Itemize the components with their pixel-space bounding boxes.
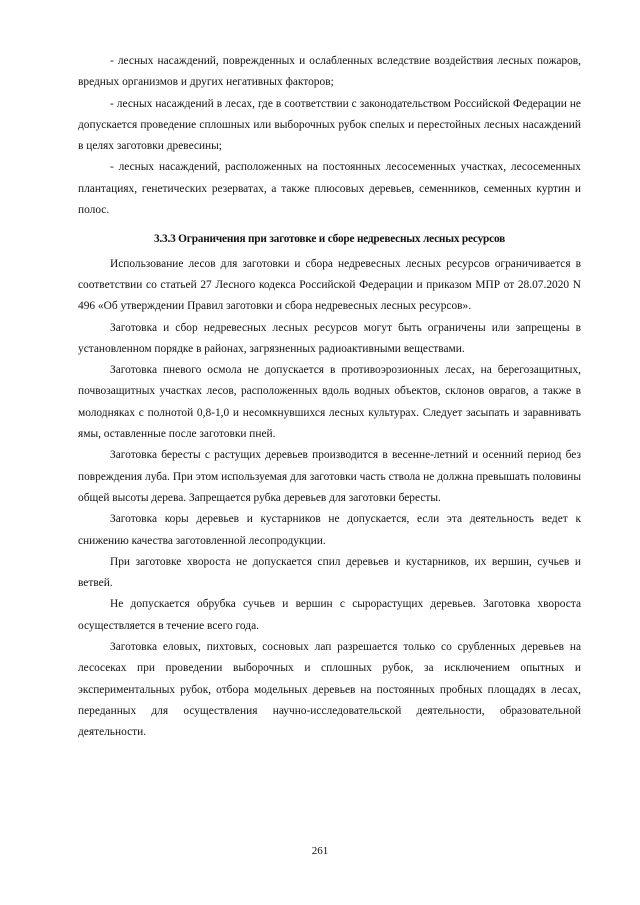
paragraph: - лесных насаждений в лесах, где в соответствии с законодательством Российской Федерации не допускается проведение сплошных или выборочных рубок спелых и перестойных лесных насаждений в целях заготовки древесины;: [78, 97, 581, 153]
paragraph: Заготовка пневого осмола не допускается в противоэрозионных лесах, на берегозащитных, почвозащитных участках лесов, расположенных вдоль водных объектов, склонов оврагов, а также в молодняках с полнотой 0,8-1,0 и несомкнувшихся лесных культурах. Следует засыпать и заравнивать ямы, оставленные после заготовки пней.: [78, 364, 581, 441]
paragraph: Не допускается обрубка сучьев и вершин с сырорастущих деревьев. Заготовка хвороста осуществляется в течение всего года.: [78, 598, 581, 632]
paragraph: Заготовка еловых, пихтовых, сосновых лап разрешается только со срубленных деревьев на лесосеках при проведении выборочных и сплошных рубок, за исключением опытных и экспериментальных рубок, отбора модельных деревьев на постоянных пробных площадях в лесах, переданных для осуществления научно-исследовательской деятельности, образовательной деятельности.: [78, 641, 581, 739]
paragraph: Заготовка бересты с растущих деревьев производится в весенне-летний и осенний период без повреждения луба. При этом используемая для заготовки часть ствола не должна превышать половины общей высоты дерева. Запрещается рубка деревьев для заготовки бересты.: [78, 449, 581, 504]
paragraph: - лесных насаждений, расположенных на постоянных лесосеменных участках, лесосеменных плантациях, генетических резерватах, а также плюсовых деревьев, семенников, семенных куртин и полос.: [78, 161, 581, 217]
paragraph: При заготовке хвороста не допускается спил деревьев и кустарников, их вершин, сучьев и ветвей.: [78, 555, 581, 590]
paragraph: Заготовка коры деревьев и кустарников не допускается, если эта деятельность ведет к снижению качества заготовленной лесопродукции.: [78, 513, 581, 547]
page-text: [78, 51, 581, 744]
paragraph: Использование лесов для заготовки и сбора недревесных лесных ресурсов ограничивается в соответствии со статьей 27 Лесного кодекса Российской Федерации и приказом МПР от 28.07.2020 N 496 «Об утверждении Правил заготовки и сбора недревесных лесных ресурсов».: [78, 257, 581, 313]
page-number: 261: [311, 845, 329, 857]
section-heading: 3.3.3 Ограничения при заготовке и сборе недревесных лесных ресурсов: [153, 233, 506, 246]
paragraph: - лесных насаждений, поврежденных и ослабленных вследствие воздействия лесных пожаров, вредных организмов и других негативных факторов;: [78, 55, 581, 89]
paragraph: Заготовка и сбор недревесных лесных ресурсов могут быть ограничены или запрещены в установленном порядке в районах, загрязненных радиоактивными веществами.: [78, 321, 581, 355]
